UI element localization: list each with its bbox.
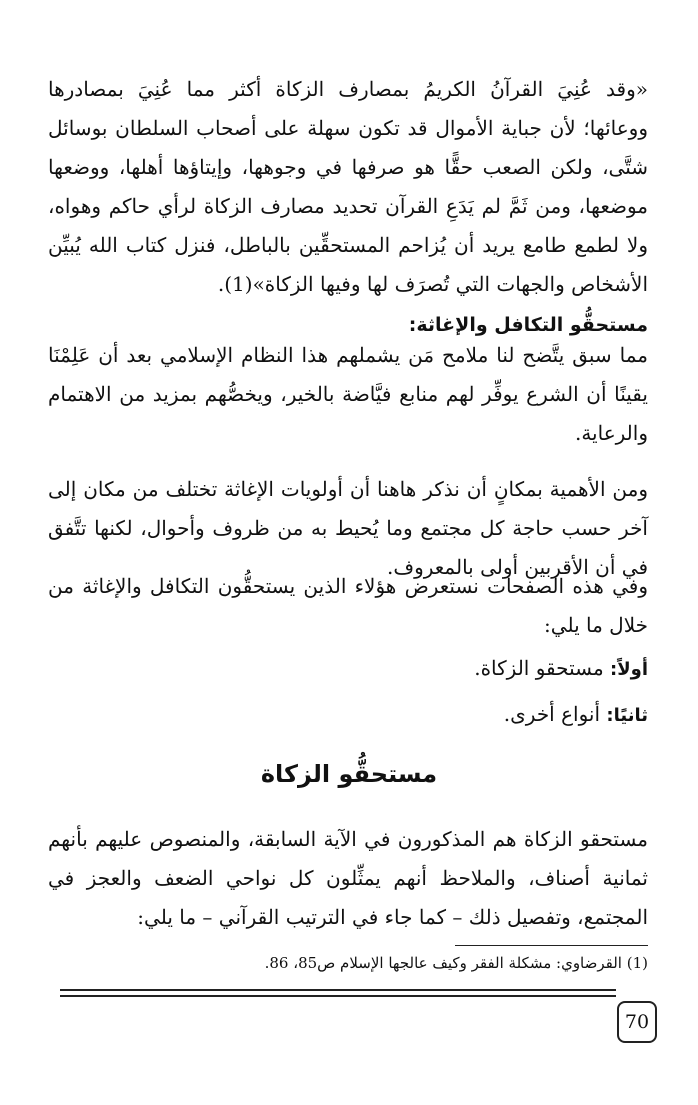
paragraph-c: وفي هذه الصفحات نستعرض هؤلاء الذين يستحقُّون التكافل والإغاثة من خلال ما يلي: bbox=[48, 574, 648, 637]
list-item-text: مستحقو الزكاة. bbox=[474, 656, 611, 680]
footer-rule-top bbox=[60, 989, 616, 991]
list-item bbox=[474, 656, 648, 680]
page-number: 70 bbox=[617, 1001, 657, 1043]
section-heading: مستحقُّو التكافل والإغاثة: bbox=[408, 314, 648, 336]
paragraph-a: مما سبق يتَّضح لنا ملامح مَن يشملهم هذا النظام الإسلامي بعد أن عَلِمْنَا يقينًا أن الشرع يوفِّر لهم منابع فيَّاضة بالخير، ويخصُّهم بمزيد من الاهتمام والرعاية. bbox=[48, 343, 648, 445]
paragraph-b: ومن الأهمية بمكانٍ أن نذكر هاهنا أن أولويات الإغاثة تختلف من مكان إلى آخر حسب حاجة كل مجتمع وما يُحيط به من ظروف وأحوال، لكنها تتَّفق في أن الأقربين أولى بالمعروف. bbox=[48, 477, 648, 579]
paragraph-d: مستحقو الزكاة هم المذكورون في الآية السابقة، والمنصوص عليهم بأنهم ثمانية أصناف، والملاحظ أنهم يمثِّلون كل نواحي الضعف والعجز في المجتمع، وتفصيل ذلك – كما جاء في الترتيب القرآني – ما يلي: bbox=[48, 827, 649, 929]
list-item-label: أولاً: bbox=[610, 659, 648, 680]
intro-paragraph: «وقد عُنِيَ القرآنُ الكريمُ بمصارف الزكاة أكثر مما عُنِيَ بمصادرها ووعائها؛ لأن جباية الأموال قد تكون سهلة على أصحاب السلطان بوسائل شتَّى، ولكن الصعب حقًّا هو صرفها في وجوهها، وإيتاؤها أهلها، ووضعها موضعها، ومن ثَمَّ لم يَدَعِ القرآن تحديد مصارف الزكاة لرأي حاكم وهواه، ولا لطمع طامع يريد أن يُزاحم المستحقِّين بالباطل، فنزل كتاب الله يُبيِّن الأشخاص والجهات التي تُصرَف لها وفيها الزكاة»(1). bbox=[48, 77, 648, 296]
footnote-divider bbox=[455, 945, 648, 946]
footnote: (1) القرضاوي: مشكلة الفقر وكيف عالجها الإسلام ص85، 86. bbox=[264, 954, 648, 972]
list-item-text: أنواع أخرى. bbox=[503, 702, 607, 726]
list-item bbox=[504, 702, 648, 726]
center-heading: مستحقُّو الزكاة bbox=[260, 760, 438, 788]
list-item-label: ثانيًا: bbox=[606, 705, 648, 726]
footer-rule-bottom bbox=[60, 995, 616, 997]
